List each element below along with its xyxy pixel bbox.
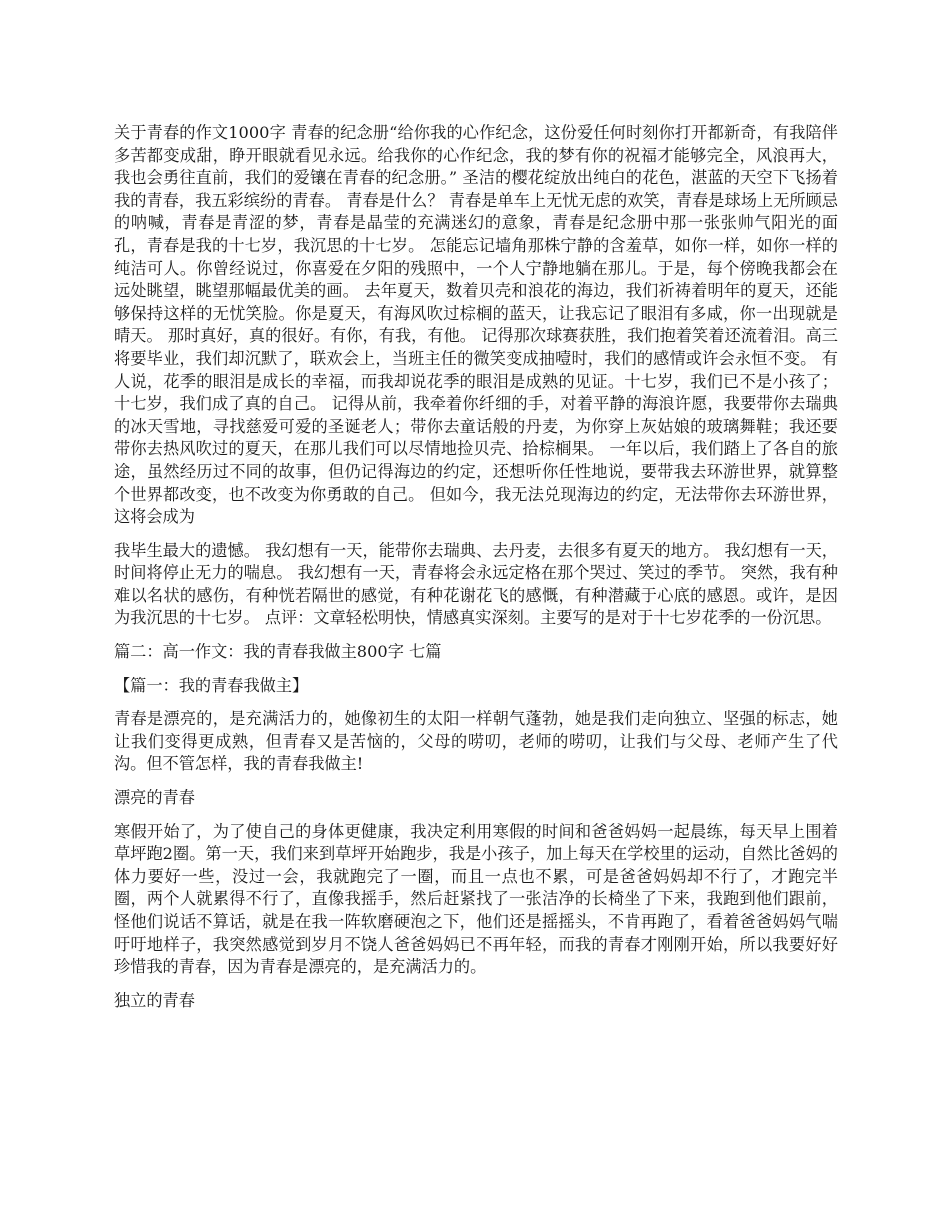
intro-paragraph: 青春是漂亮的，是充满活力的，她像初生的太阳一样朝气蓬勃，她是我们走向独立、坚强的标志，她让我们变得更成熟，但青春又是苦恼的，父母的唠叨，老师的唠叨，让我们与父母、老师产生了代沟。但不管怎样，我的青春我做主!	[114, 709, 838, 774]
section-heading: 篇二：高一作文：我的青春我做主800字 七篇	[114, 642, 442, 662]
document-body	[114, 122, 838, 1023]
essay-paragraph-1: 关于青春的作文1000字 青春的纪念册“给你我的心作纪念，这份爱任何时刻你打开都新奇，有我陪伴多苦都变成甜，睁开眼就看见永远。给我你的心作纪念，我的梦有你的祝福才能够完全，风浪再大，我也会勇往直前，我们的爱镶在青春的纪念册。” 圣洁的樱花绽放出纯白的花色，湛蓝的天空下飞扬着我的青春，我五彩缤纷的青春。 青春是什么？ 青春是单车上无忧无虑的欢笑，青春是球场上无所顾忌的呐喊，青春是青涩的梦，青春是晶莹的充满迷幻的意象，青春是纪念册中那一张张帅气阳光的面孔，青春是我的十七岁，我沉思的十七岁。 怎能忘记墙角那株宁静的含羞草，如你一样，如你一样的纯洁可人。你曾经说过，你喜爱在夕阳的残照中，一个人宁静地躺在那儿。于是，每个傍晚我都会在远处眺望，眺望那幅最优美的画。 去年夏天，数着贝壳和浪花的海边，我们祈祷着明年的夏天，还能够保持这样的无忧笑脸。你是夏天，有海风吹过棕榈的蓝天，让我忘记了眼泪有多咸，你一出现就是晴天。 那时真好，真的很好。有你，有我，有他。 记得那次球赛获胜，我们抱着笑着还流着泪。高三将要毕业，我们却沉默了，联欢会上，当班主任的微笑变成抽噎时，我们的感情或许会永恒不变。 有人说，花季的眼泪是成长的幸福，而我却说花季的眼泪是成熟的见证。十七岁，我们已不是小孩了；十七岁，我们成了真的自己。 记得从前，我牵着你纤细的手，对着平静的海浪许愿，我要带你去瑞典的冰天雪地，寻找慈爱可爱的圣诞老人；带你去童话般的丹麦，为你穿上灰姑娘的玻璃舞鞋；我还要带你去热风吹过的夏天，在那儿我们可以尽情地捡贝壳、拾棕榈果。 一年以后，我们踏上了各自的旅途，虽然经历过不同的故事，但仍记得海边的约定，还想听你任性地说，要带我去环游世界，就算整个世界都改变，也不改变为你勇敢的自己。 但如今，我无法兑现海边的约定，无法带你去环游世界，这将会成为	[114, 123, 838, 527]
subsection-heading: 【篇一：我的青春我做主】	[114, 675, 309, 695]
topic-heading-independent-youth: 独立的青春	[114, 990, 195, 1010]
essay-paragraph-2: 我毕生最大的遗憾。 我幻想有一天，能带你去瑞典、去丹麦，去很多有夏天的地方。 我幻想有一天，时间将停止无力的喘息。 我幻想有一天，青春将会永远定格在那个哭过、笑过的季节。 突然，我有种难以名状的感伤，有种恍若隔世的感觉，有种花谢花飞的感慨，有种潜藏于心底的感恩。或许，是因为我沉思的十七岁。 点评：文章轻松明快，情感真实深刻。主要写的是对于十七岁花季的一份沉思。	[114, 540, 838, 628]
topic-heading-beautiful-youth: 漂亮的青春	[114, 788, 195, 808]
story-paragraph: 寒假开始了，为了使自己的身体更健康，我决定利用寒假的时间和爸爸妈妈一起晨练，每天早上围着草坪跑2圈。第一天，我们来到草坪开始跑步，我是小孩子，加上每天在学校里的运动，自然比爸妈的体力要好一些，没过一会，我就跑完了一圈，而且一点也不累，可是爸爸妈妈却不行了，才跑完半圈，两个人就累得不行了，直像我摇手，然后赶紧找了一张洁净的长椅坐了下来，我跑到他们跟前，怪他们说话不算话，就是在我一阵软磨硬泡之下，他们还是摇摇头，不肯再跑了，看着爸爸妈妈气喘吁吁地样子，我突然感觉到岁月不饶人爸爸妈妈已不再年轻，而我的青春才刚刚开始，所以我要好好珍惜我的青春，因为青春是漂亮的，是充满活力的。	[114, 821, 838, 977]
